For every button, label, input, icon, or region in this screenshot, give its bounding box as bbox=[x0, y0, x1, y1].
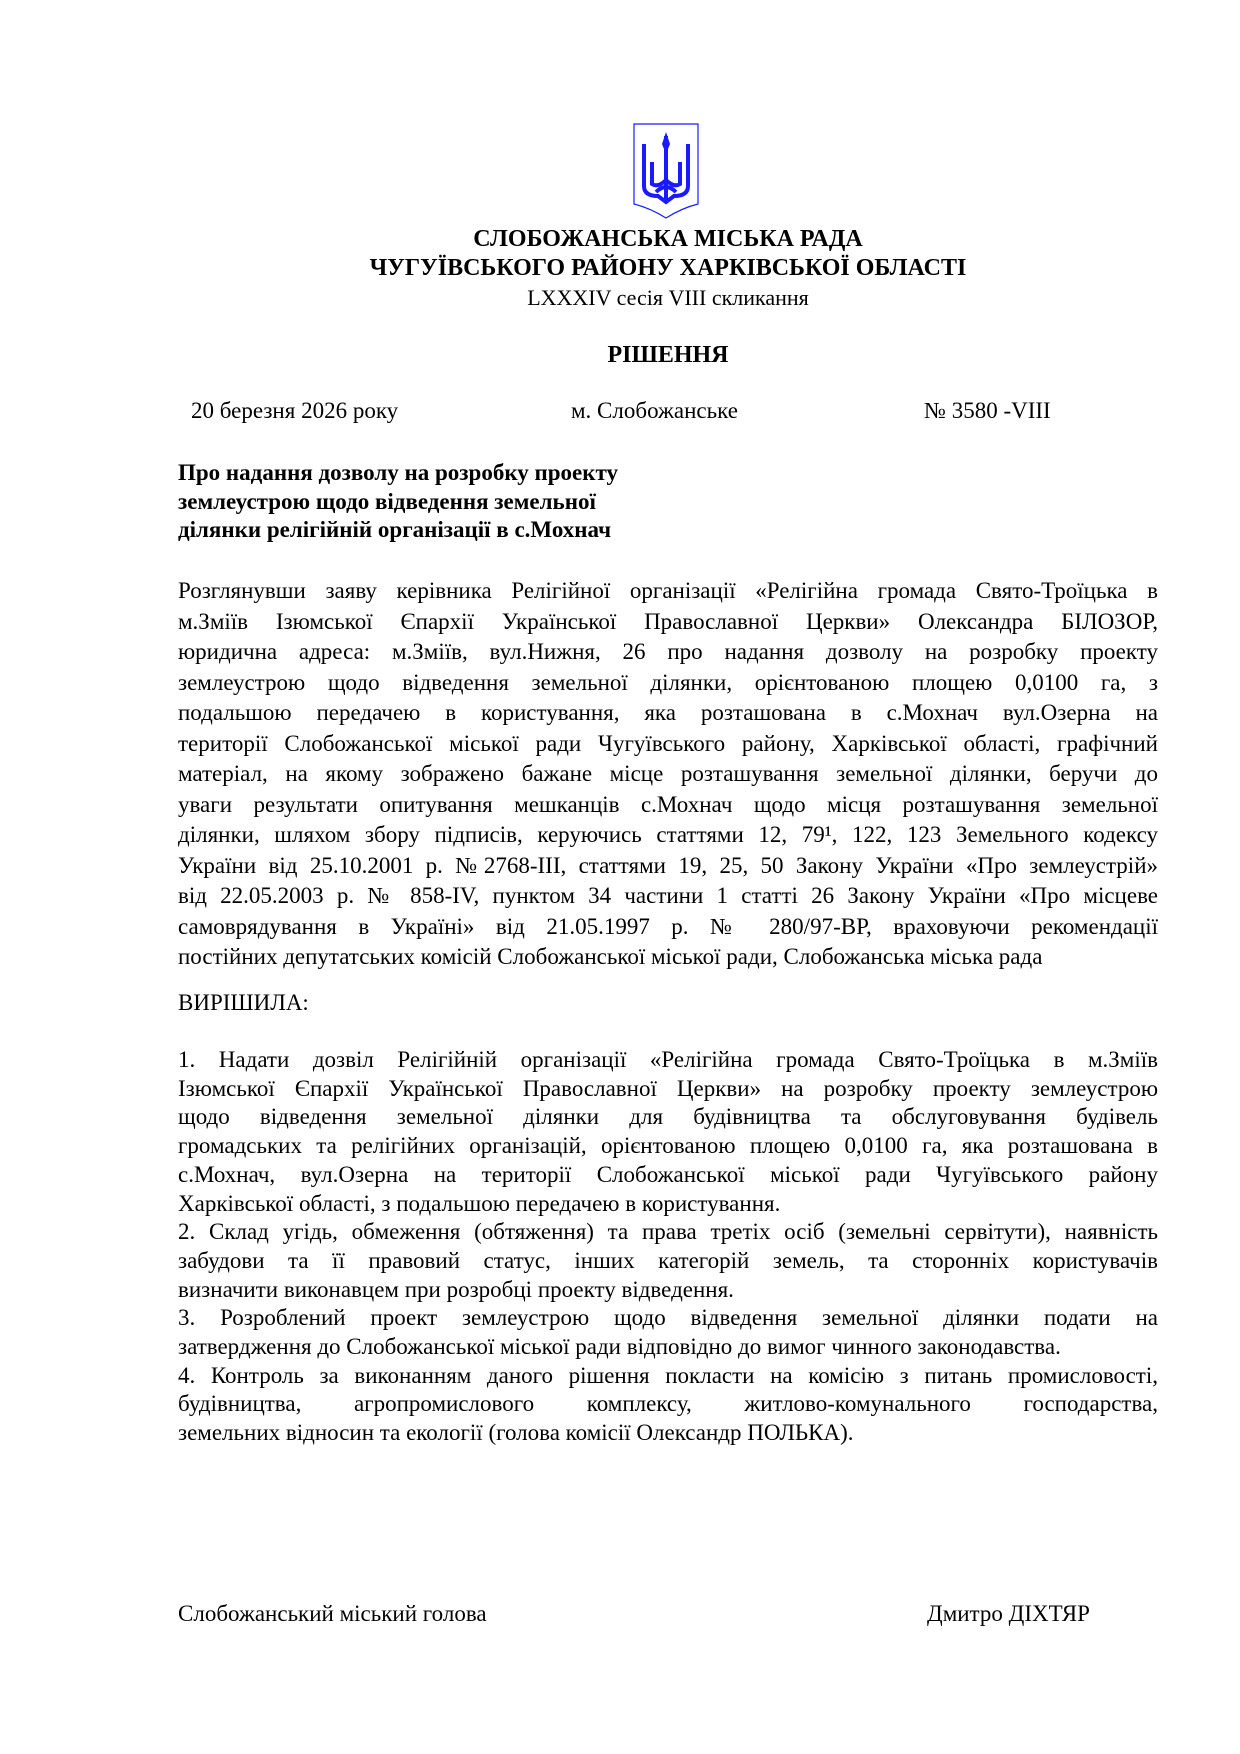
preamble-line: Розглянувши заяву керівника Релігійної організації «Релігійна громада Свято-Троїцька в bbox=[178, 578, 1158, 603]
preamble-line: уваги результати опитування мешканців с.Мохнач щодо місця розташування земельної bbox=[178, 791, 1158, 817]
preamble-line: землеустрою щодо відведення земельної ділянки, орієнтованою площею 0,0100 га, з bbox=[178, 669, 1158, 695]
preamble-line: від 22.05.2003 р. № 858-IV, пунктом 34 частини 1 статті 26 Закону України «Про місцеве bbox=[178, 883, 1158, 908]
signature-name: Дмитро ДІХТЯР bbox=[927, 1601, 1090, 1626]
district-name: ЧУГУЇВСЬКОГО РАЙОНУ ХАРКІВСЬКОЇ ОБЛАСТІ bbox=[369, 255, 967, 281]
item-line: Ізюмської Єпархії Української Православної Церкви» на розробку проекту землеустрою bbox=[178, 1075, 1158, 1101]
council-name: СЛОБОЖАНСЬКА МІСЬКА РАДА bbox=[473, 226, 863, 252]
item-line: Харківської області, з подальшою передачею в користування. bbox=[178, 1190, 781, 1216]
preamble-line: постійних депутатських комісій Слобожанської міської ради, Слобожанська міська рада bbox=[178, 944, 1043, 969]
item-line: визначити виконавцем при розробці проекту відведення. bbox=[178, 1276, 734, 1302]
item-line: земельних відносин та екології (голова комісії Олександр ПОЛЬКА). bbox=[178, 1420, 854, 1446]
subject-line: землеустрою щодо відведення земельної bbox=[178, 488, 596, 514]
preamble-line: юридична адреса: м.Зміїв, вул.Нижня, 26 про надання дозволу на розробку проекту bbox=[178, 639, 1158, 664]
decided-label: ВИРІШИЛА: bbox=[178, 990, 309, 1015]
item-line: затвердження до Слобожанської міської ради відповідно до вимог чинного законодавства. bbox=[178, 1334, 1061, 1359]
preamble-line: подальшою передачею в користування, яка розташована в с.Мохнач вул.Озерна на bbox=[178, 700, 1158, 725]
signature-position: Слобожанський міський голова bbox=[178, 1601, 487, 1626]
item-line: щодо відведення земельної ділянки для будівництва та обслуговування будівель bbox=[178, 1104, 1158, 1130]
preamble-line: території Слобожанської міської ради Чугуївського району, Харківської області, графічний bbox=[178, 730, 1158, 756]
document-type: РІШЕННЯ bbox=[607, 342, 729, 368]
decision-number: № 3580 -VIII bbox=[924, 398, 1051, 423]
item-line: 1. Надати дозвіл Релігійній організації «Релігійна громада Свято-Троїцька в м.Зміїв bbox=[178, 1047, 1158, 1072]
ukraine-trident-emblem-icon bbox=[632, 122, 700, 220]
subject-line: Про надання дозволу на розробку проекту bbox=[178, 460, 619, 485]
preamble-line: України від 25.10.2001 р. №2768-ІІІ, статтями 19, 25, 50 Закону України «Про землеустрій» bbox=[178, 852, 1158, 878]
item-line: громадських та релігійних організацій, орієнтованою площею 0,0100 га, яка розташована в bbox=[178, 1133, 1158, 1159]
preamble-line: ділянки, шляхом збору підписів, керуючись статтями 12, 79¹, 122, 123 Земельного кодексу bbox=[178, 822, 1158, 847]
item-line: будівництва, агропромислового комплексу, житлово-комунального господарства, bbox=[178, 1391, 1158, 1417]
subject-line: ділянки релігійній організації в с.Мохнач bbox=[178, 517, 612, 542]
decision-date: 20 березня 2026 року bbox=[191, 398, 399, 423]
item-line: 4. Контроль за виконанням даного рішення покласти на комісію з питань промисловості, bbox=[178, 1362, 1158, 1388]
session-label: LXXXIV сесія VIII скликання bbox=[527, 285, 809, 310]
preamble-line: м.Зміїв Ізюмської Єпархії Української Православної Церкви» Олександра БІЛОЗОР, bbox=[178, 608, 1158, 634]
item-line: с.Мохнач, вул.Озерна на території Слобожанської міської ради Чугуївського району bbox=[178, 1161, 1158, 1187]
decision-city: м. Слобожанське bbox=[571, 398, 738, 423]
preamble-line: матеріал, на якому зображено бажане місце розташування земельної ділянки, беручи до bbox=[178, 761, 1158, 786]
item-line: забудови та її правовий статус, інших категорій земель, та сторонніх користувачів bbox=[178, 1247, 1158, 1273]
item-line: 3. Розроблений проект землеустрою щодо відведення земельної ділянки подати на bbox=[178, 1305, 1158, 1331]
preamble-line: самоврядування в Україні» від 21.05.1997 р. № 280/97-ВР, враховуючи рекомендації bbox=[178, 913, 1158, 939]
item-line: 2. Склад угідь, обмеження (обтяження) та права третіх осіб (земельні сервітути), наявність bbox=[178, 1219, 1158, 1245]
